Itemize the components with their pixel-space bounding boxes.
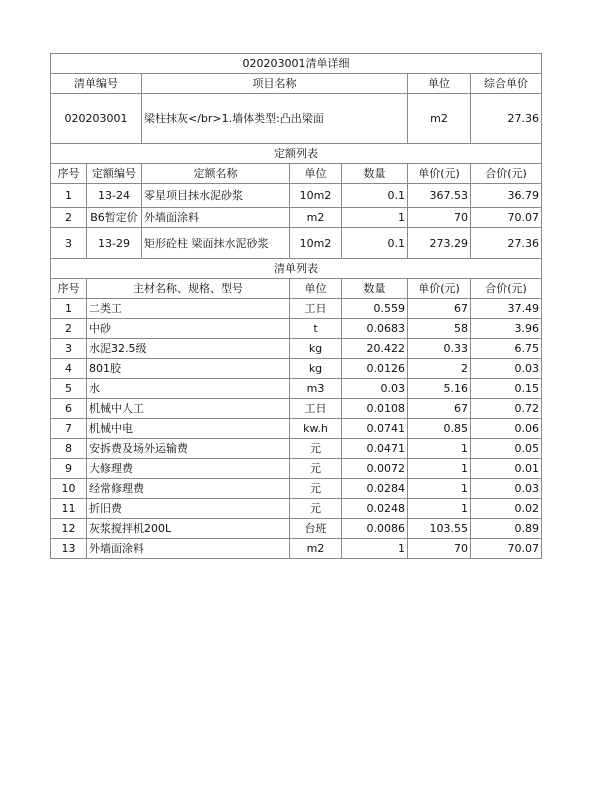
material-price: 1: [408, 459, 471, 479]
material-unit: 元: [290, 499, 342, 519]
material-name: 经常修理费: [87, 479, 290, 499]
material-section-row: [51, 259, 542, 279]
material-row: [51, 399, 542, 419]
material-row: [51, 359, 542, 379]
material-row: [51, 319, 542, 339]
material-qty-header: 数量: [342, 279, 408, 299]
material-unit: t: [290, 319, 342, 339]
quota-unit: 10m2: [290, 228, 342, 259]
material-header-row: [51, 279, 542, 299]
material-total: 37.49: [471, 299, 542, 319]
material-no: 11: [51, 499, 87, 519]
quota-price: 367.53: [408, 184, 471, 208]
material-row: [51, 419, 542, 439]
quota-name-header: 定额名称: [142, 164, 290, 184]
quota-code-header: 定额编号: [87, 164, 142, 184]
material-name: 二类工: [87, 299, 290, 319]
quota-qty-header: 数量: [342, 164, 408, 184]
quota-row: [51, 184, 542, 208]
material-unit: m2: [290, 539, 342, 559]
material-name-header: 主材名称、规格、型号: [87, 279, 290, 299]
material-no: 13: [51, 539, 87, 559]
material-total: 0.03: [471, 359, 542, 379]
quota-qty: 0.1: [342, 184, 408, 208]
material-price: 1: [408, 439, 471, 459]
material-name: 水: [87, 379, 290, 399]
material-total: 3.96: [471, 319, 542, 339]
material-total: 0.06: [471, 419, 542, 439]
material-price: 2: [408, 359, 471, 379]
quota-total-header: 合价(元): [471, 164, 542, 184]
material-no: 3: [51, 339, 87, 359]
material-price: 58: [408, 319, 471, 339]
material-price: 1: [408, 499, 471, 519]
material-name: 大修理费: [87, 459, 290, 479]
quota-total: 36.79: [471, 184, 542, 208]
material-row: [51, 299, 542, 319]
quota-price: 273.29: [408, 228, 471, 259]
bill-name-header: 项目名称: [142, 74, 408, 94]
material-qty: 20.422: [342, 339, 408, 359]
material-unit-header: 单位: [290, 279, 342, 299]
quota-unit-header: 单位: [290, 164, 342, 184]
material-price: 0.33: [408, 339, 471, 359]
material-no: 7: [51, 419, 87, 439]
material-no: 1: [51, 299, 87, 319]
material-price: 67: [408, 299, 471, 319]
sheet-title: 020203001清单详细: [51, 54, 542, 74]
bill-price: 27.36: [471, 94, 542, 144]
material-qty: 0.559: [342, 299, 408, 319]
material-no: 10: [51, 479, 87, 499]
bill-unit: m2: [408, 94, 471, 144]
material-name: 机械中电: [87, 419, 290, 439]
table-body: [51, 54, 542, 559]
material-total: 0.89: [471, 519, 542, 539]
material-qty: 0.0126: [342, 359, 408, 379]
material-price: 0.85: [408, 419, 471, 439]
material-unit: kg: [290, 359, 342, 379]
material-total: 0.72: [471, 399, 542, 419]
quota-name: 零星项目抹水泥砂浆: [142, 184, 290, 208]
quota-price-header: 单价(元): [408, 164, 471, 184]
material-row: [51, 439, 542, 459]
material-total: 0.15: [471, 379, 542, 399]
material-qty: 0.0108: [342, 399, 408, 419]
material-total: 6.75: [471, 339, 542, 359]
material-unit: kg: [290, 339, 342, 359]
material-no: 9: [51, 459, 87, 479]
material-unit: 工日: [290, 399, 342, 419]
material-name: 机械中人工: [87, 399, 290, 419]
material-no: 8: [51, 439, 87, 459]
material-price: 67: [408, 399, 471, 419]
material-total: 0.02: [471, 499, 542, 519]
material-row: [51, 499, 542, 519]
material-row: [51, 459, 542, 479]
material-name: 外墙面涂料: [87, 539, 290, 559]
material-price-header: 单价(元): [408, 279, 471, 299]
material-no-header: 序号: [51, 279, 87, 299]
material-total: 70.07: [471, 539, 542, 559]
material-row: [51, 539, 542, 559]
material-no: 2: [51, 319, 87, 339]
material-no: 12: [51, 519, 87, 539]
quota-no: 2: [51, 208, 87, 228]
material-qty: 0.03: [342, 379, 408, 399]
bill-name: 梁柱抹灰</br>1.墙体类型:凸出梁面: [142, 94, 408, 144]
bill-code-header: 清单编号: [51, 74, 142, 94]
material-price: 1: [408, 479, 471, 499]
quota-name: 外墙面涂料: [142, 208, 290, 228]
quota-section-row: [51, 144, 542, 164]
material-name: 灰浆搅拌机200L: [87, 519, 290, 539]
bill-detail-table: [50, 53, 542, 559]
bill-header-row: [51, 74, 542, 94]
quota-total: 27.36: [471, 228, 542, 259]
material-total-header: 合价(元): [471, 279, 542, 299]
quota-qty: 0.1: [342, 228, 408, 259]
quota-no: 1: [51, 184, 87, 208]
material-row: [51, 519, 542, 539]
material-qty: 0.0072: [342, 459, 408, 479]
material-qty: 0.0471: [342, 439, 408, 459]
quota-unit: m2: [290, 208, 342, 228]
material-total: 0.01: [471, 459, 542, 479]
bill-code: 020203001: [51, 94, 142, 144]
material-row: [51, 339, 542, 359]
quota-total: 70.07: [471, 208, 542, 228]
material-row: [51, 479, 542, 499]
material-qty: 0.0248: [342, 499, 408, 519]
quota-code: B6暂定价: [87, 208, 142, 228]
material-price: 70: [408, 539, 471, 559]
material-section-title: 清单列表: [51, 259, 542, 279]
material-unit: 元: [290, 479, 342, 499]
quota-name: 矩形砼柱 梁面抹水泥砂浆: [142, 228, 290, 259]
material-qty: 0.0284: [342, 479, 408, 499]
material-unit: 工日: [290, 299, 342, 319]
quota-price: 70: [408, 208, 471, 228]
material-price: 5.16: [408, 379, 471, 399]
quota-code: 13-24: [87, 184, 142, 208]
title-row: [51, 54, 542, 74]
material-name: 中砂: [87, 319, 290, 339]
material-total: 0.05: [471, 439, 542, 459]
material-name: 水泥32.5级: [87, 339, 290, 359]
quota-code: 13-29: [87, 228, 142, 259]
bill-price-header: 综合单价: [471, 74, 542, 94]
material-name: 折旧费: [87, 499, 290, 519]
material-qty: 0.0086: [342, 519, 408, 539]
quota-header-row: [51, 164, 542, 184]
material-price: 103.55: [408, 519, 471, 539]
quota-no: 3: [51, 228, 87, 259]
material-no: 5: [51, 379, 87, 399]
quota-section-title: 定额列表: [51, 144, 542, 164]
material-unit: kw.h: [290, 419, 342, 439]
material-unit: 元: [290, 439, 342, 459]
material-no: 6: [51, 399, 87, 419]
quota-row: [51, 228, 542, 259]
material-qty: 0.0683: [342, 319, 408, 339]
quota-unit: 10m2: [290, 184, 342, 208]
quota-row: [51, 208, 542, 228]
material-row: [51, 379, 542, 399]
material-unit: m3: [290, 379, 342, 399]
bill-row: [51, 94, 542, 144]
material-name: 801胶: [87, 359, 290, 379]
material-no: 4: [51, 359, 87, 379]
bill-unit-header: 单位: [408, 74, 471, 94]
material-total: 0.03: [471, 479, 542, 499]
material-unit: 台班: [290, 519, 342, 539]
quota-qty: 1: [342, 208, 408, 228]
material-qty: 1: [342, 539, 408, 559]
material-unit: 元: [290, 459, 342, 479]
quota-no-header: 序号: [51, 164, 87, 184]
material-name: 安拆费及场外运输费: [87, 439, 290, 459]
material-qty: 0.0741: [342, 419, 408, 439]
